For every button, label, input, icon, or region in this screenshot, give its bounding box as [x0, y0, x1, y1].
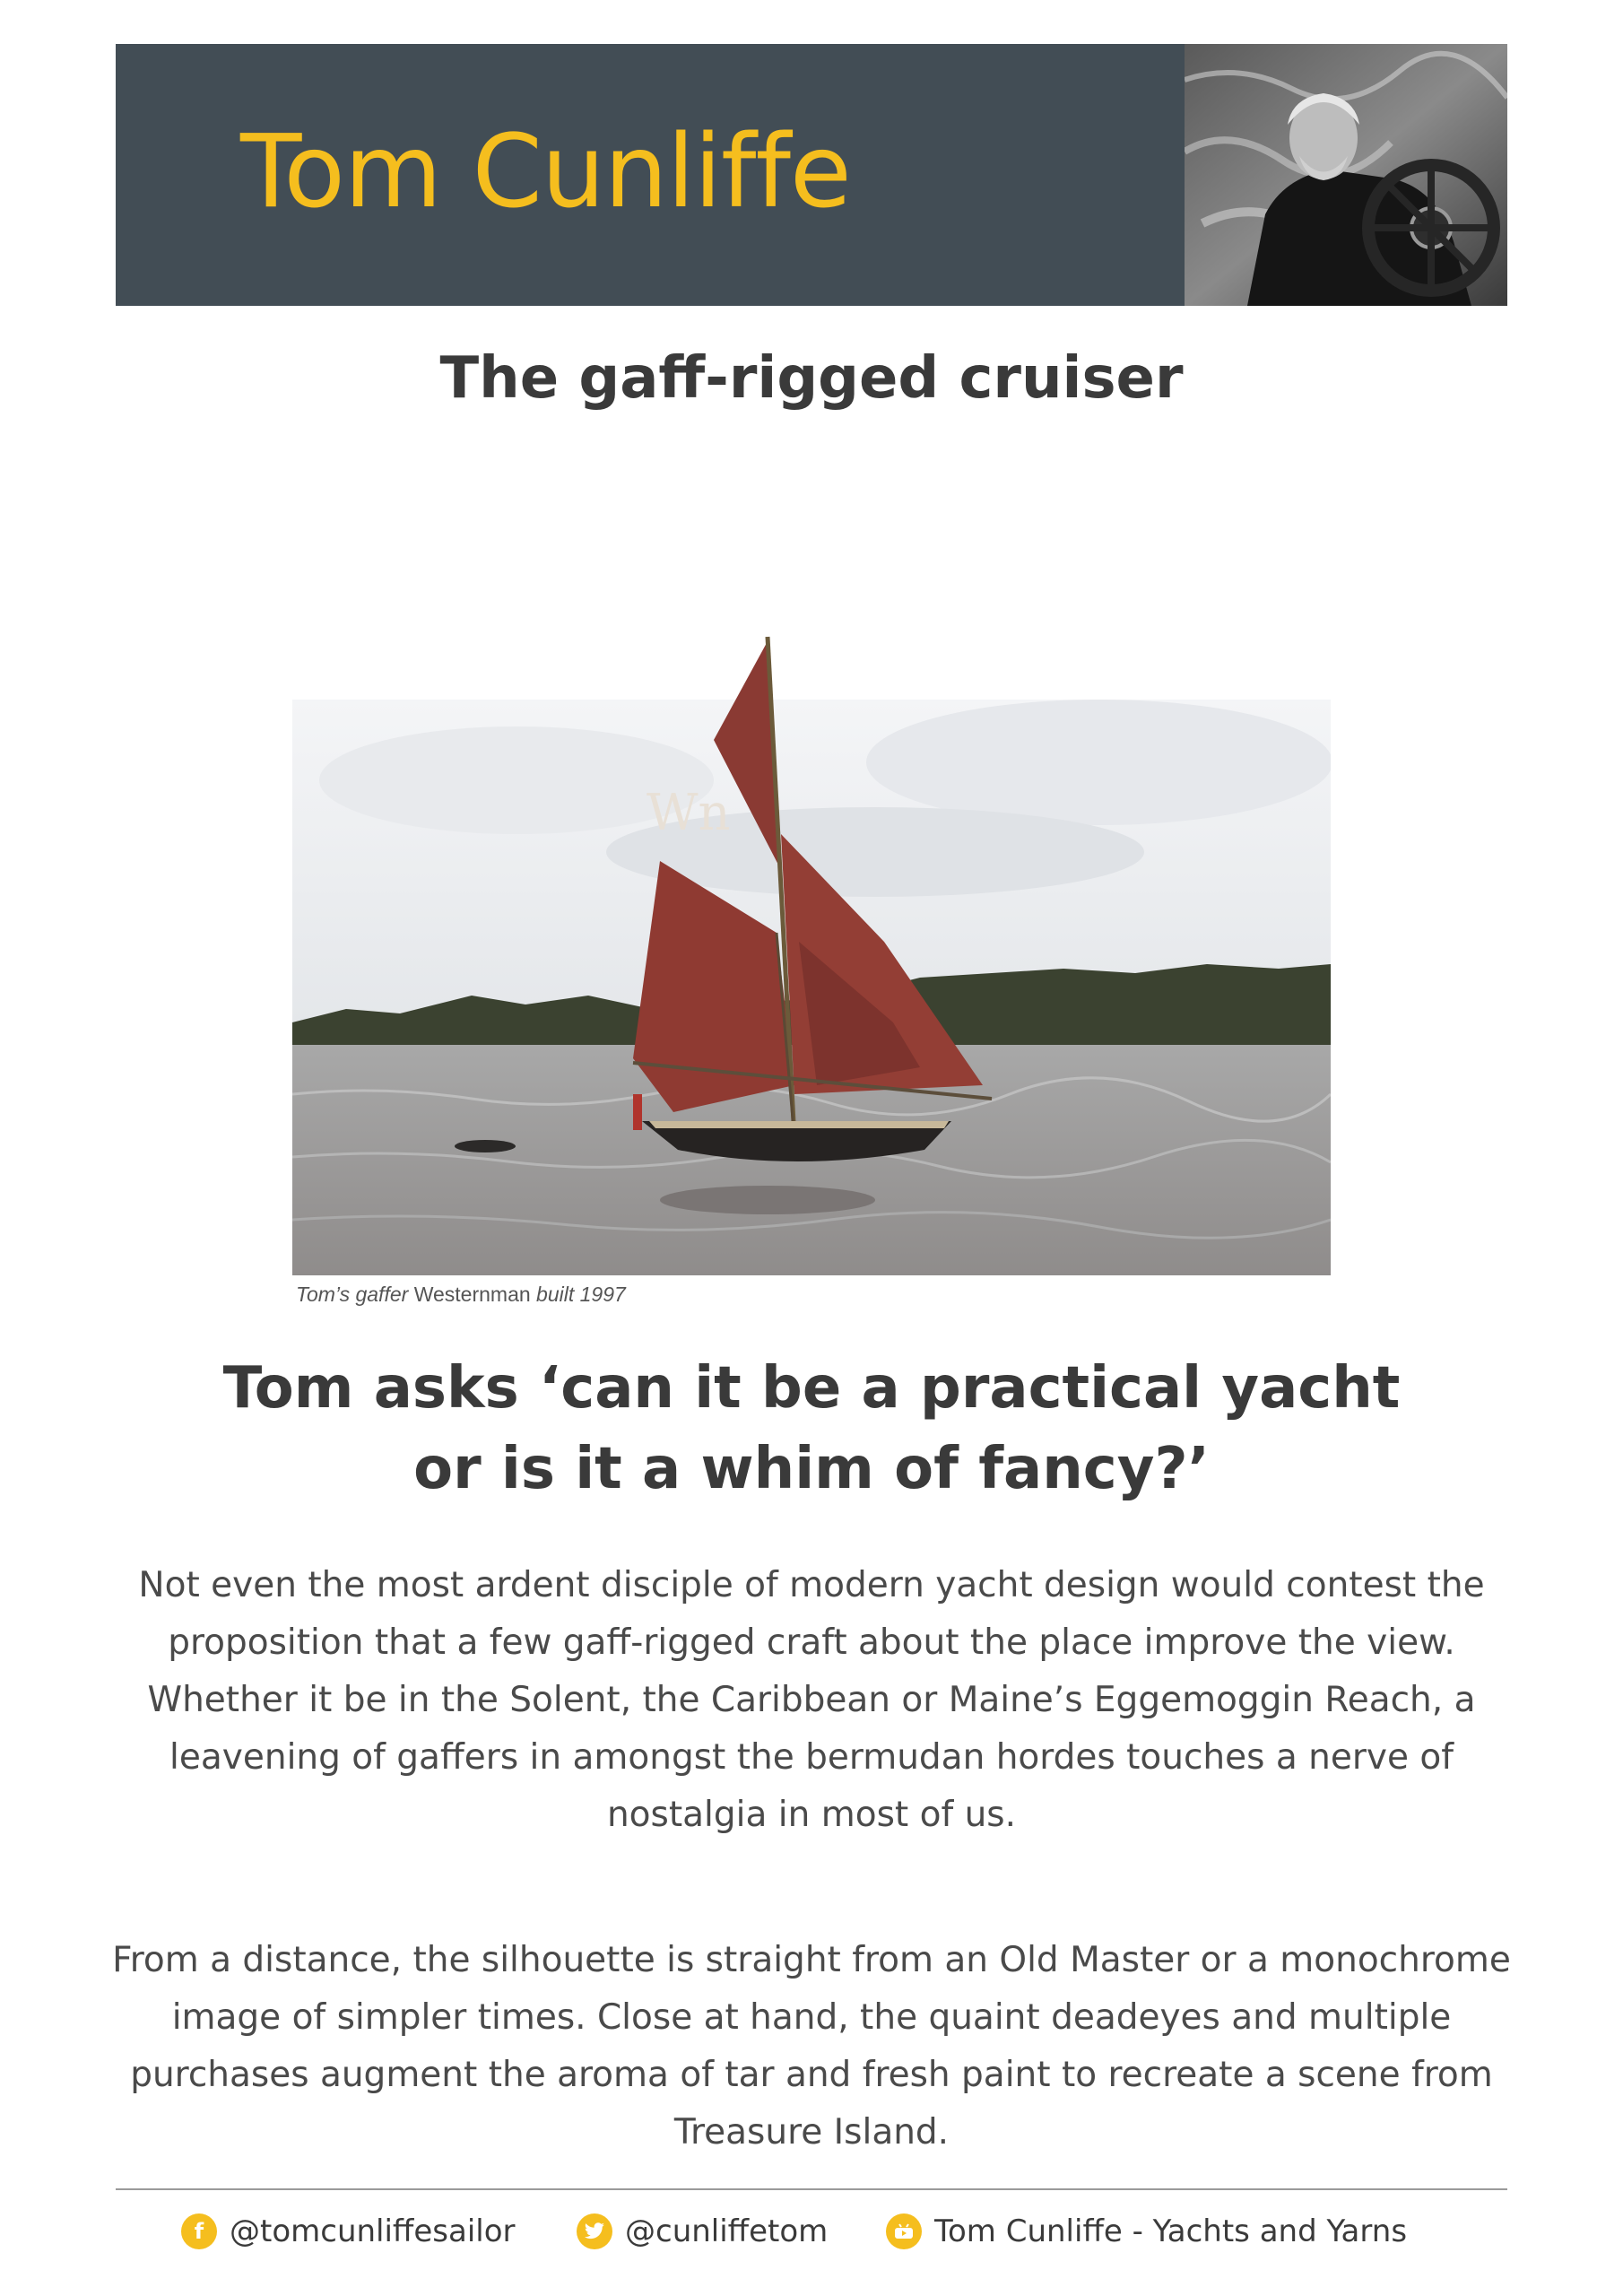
- caption-part2: built 1997: [536, 1283, 626, 1306]
- header-banner: [116, 44, 1507, 306]
- photo-caption: [296, 1283, 626, 1307]
- caption-part1: Tom’s gaffer: [296, 1283, 409, 1306]
- facebook-icon: f: [181, 2213, 217, 2249]
- youtube-channel: Tom Cunliffe - Yachts and Yarns: [934, 2213, 1408, 2249]
- facebook-handle: @tomcunliffesailor: [230, 2213, 516, 2249]
- footer-divider: [116, 2188, 1507, 2190]
- caption-boat-name: Westernman: [413, 1283, 531, 1306]
- body-paragraph-2: From a distance, the silhouette is straight from an Old Master or a monochrome image of simpler times. Close at hand, the quaint deadeyes and multiple purchases augment the aroma of tar and fresh paint to recreate a scene from Treasure Island.: [112, 1940, 1511, 2152]
- twitter-handle: @cunliffetom: [625, 2213, 829, 2249]
- brand-name: Tom Cunliffe: [240, 114, 851, 230]
- social-youtube-link[interactable]: [886, 2213, 1407, 2249]
- headline-line-1: Tom asks ‘can it be a practical yacht: [222, 1355, 1401, 1422]
- headline-line-2: or is it a whim of fancy?’: [413, 1436, 1210, 1502]
- author-portrait: [1185, 44, 1507, 306]
- youtube-icon: [886, 2213, 922, 2249]
- sail-lettering: Wn: [647, 784, 731, 842]
- social-twitter-link[interactable]: [577, 2213, 828, 2249]
- social-facebook-link[interactable]: [181, 2213, 516, 2249]
- article-title: The gaff-rigged cruiser: [439, 345, 1184, 412]
- yacht-photo: [292, 511, 1331, 1275]
- body-paragraph-1: Not even the most ardent disciple of modern yacht design would contest the proposition that a few gaff-rigged craft about the place improve the view. Whether it be in the Solent, the Caribbean or Maine’s Eggemoggin Reach, a leavening of gaffers in amongst the bermudan hordes touches a nerve of nostalgia in most of us.: [138, 1565, 1485, 1835]
- headline: [0, 1348, 1623, 1509]
- twitter-icon: [577, 2213, 612, 2249]
